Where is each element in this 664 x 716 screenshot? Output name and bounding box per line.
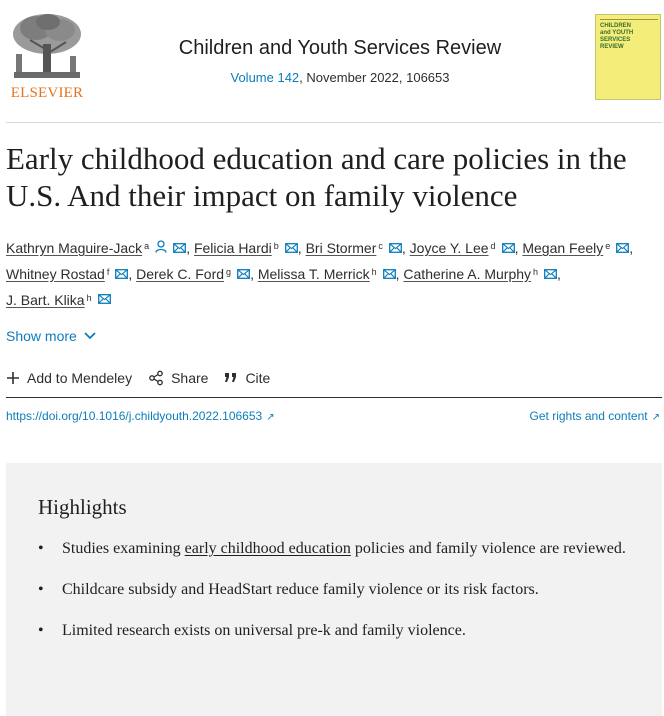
author-name-link[interactable]: Megan Feely [522,240,604,256]
article-actions [6,368,286,388]
share-button[interactable] [148,370,208,386]
rights-link[interactable] [530,409,660,423]
author-separator: , [401,240,406,256]
author-name-link[interactable]: Derek C. Ford [136,265,225,282]
author-separator: , [250,265,254,282]
rights-text: Get rights and content [529,409,648,423]
author-entry [6,240,194,256]
journal-header [0,0,664,118]
header-divider [6,122,662,123]
elsevier-wordmark: ELSEVIER [10,85,84,101]
affiliation-superscript[interactable]: h [86,292,92,303]
volume-link[interactable]: Volume 142 [230,70,300,85]
email-icon[interactable] [616,236,629,261]
author-name-link[interactable]: Joyce Y. Lee [409,240,489,256]
affiliation-superscript[interactable]: f [106,266,110,277]
add-to-mendeley-button[interactable] [6,370,132,386]
article-title: Early childhood education and care policies in the U.S. And their impact on family violence [6,141,627,213]
email-icon[interactable] [98,287,111,312]
show-more-button[interactable] [6,328,97,344]
journal-title[interactable]: Children and Youth Services Review [178,37,502,59]
email-icon[interactable] [173,236,186,261]
highlights-list [38,535,638,658]
highlight-text: Limited research exists on universal pre-k and family violence. [62,622,466,639]
journal-issue-info [120,70,560,85]
mendeley-label: Add to Mendeley [27,370,133,386]
actions-divider [6,397,662,398]
doi-link[interactable] [6,409,275,423]
external-link-icon: ↗ [266,412,275,423]
author-list [6,236,656,313]
bullet: • [38,540,44,557]
share-icon [148,370,164,386]
issue-date-text: , November 2022, 106653 [299,70,450,85]
cite-button[interactable] [224,370,270,386]
email-icon[interactable] [389,236,402,261]
elsevier-logo[interactable] [6,10,88,106]
author-name-link[interactable]: Whitney Rostad [6,265,105,282]
author-separator: , [395,265,400,282]
author-entry [410,240,523,256]
affiliation-superscript[interactable]: a [144,241,150,251]
author-entry [522,240,633,256]
chevron-down-icon [83,331,97,341]
author-separator: , [186,240,191,256]
author-name-link[interactable]: J. Bart. Klika [6,291,85,308]
affiliation-superscript[interactable]: h [371,266,377,277]
cite-label: Cite [245,370,271,386]
author-entry [6,266,136,282]
author-entry [306,240,410,256]
highlight-text-continued: policies and family violence are reviewed. [350,540,626,557]
email-icon[interactable] [237,262,250,287]
bullet: • [38,622,44,639]
affiliation-superscript[interactable]: g [226,266,232,277]
doi-text: https://doi.org/10.1016/j.childyouth.2022.106653 [6,409,263,423]
author-name-link[interactable]: Melissa T. Merrick [257,265,370,282]
author-entry [258,266,404,282]
author-separator: , [514,240,519,256]
email-icon[interactable] [544,262,557,287]
highlights-section [6,463,662,716]
email-icon[interactable] [383,262,396,287]
author-name-link[interactable]: Bri Stormer [305,240,377,256]
author-name-link[interactable]: Catherine A. Murphy [403,265,532,282]
author-separator: , [297,240,302,256]
cover-top-rule [600,19,658,20]
quote-icon [224,372,238,384]
highlight-item [38,617,638,644]
plus-icon [6,371,20,385]
bullet: • [38,581,44,598]
highlight-item [38,535,638,562]
author-name-link[interactable]: Felicia Hardi [193,240,272,256]
highlights-heading: Highlights [38,495,127,519]
author-separator: , [557,265,561,282]
highlight-text: Childcare subsidy and HeadStart reduce family violence or its risk factors. [62,581,539,598]
author-name-link[interactable]: Kathryn Maguire-Jack [6,240,143,256]
share-label: Share [171,370,209,386]
author-separator: , [629,240,634,256]
affiliation-superscript[interactable]: h [533,266,539,277]
email-icon[interactable] [285,236,298,261]
affiliation-superscript[interactable]: b [273,241,279,251]
journal-cover-thumbnail[interactable] [595,14,661,100]
highlight-topic-link[interactable]: early childhood education [184,540,351,557]
affiliation-superscript[interactable]: d [490,241,496,251]
affiliation-superscript[interactable]: e [605,241,611,251]
highlight-item [38,576,638,603]
author-separator: , [128,265,133,282]
corresponding-author-icon[interactable] [155,236,167,261]
email-icon[interactable] [115,262,128,287]
highlight-text: Studies examining [62,540,185,557]
author-entry [6,292,111,308]
author-entry [194,240,306,256]
affiliation-superscript[interactable]: c [378,241,383,251]
show-more-label: Show more [6,328,77,344]
author-entry [136,266,258,282]
external-link-icon: ↗ [651,412,660,423]
cover-title-text: CHILDREN and YOUTH SERVICES REVIEW [600,23,634,50]
author-entry [403,266,561,282]
elsevier-tree-icon [6,10,88,84]
email-icon[interactable] [502,236,515,261]
